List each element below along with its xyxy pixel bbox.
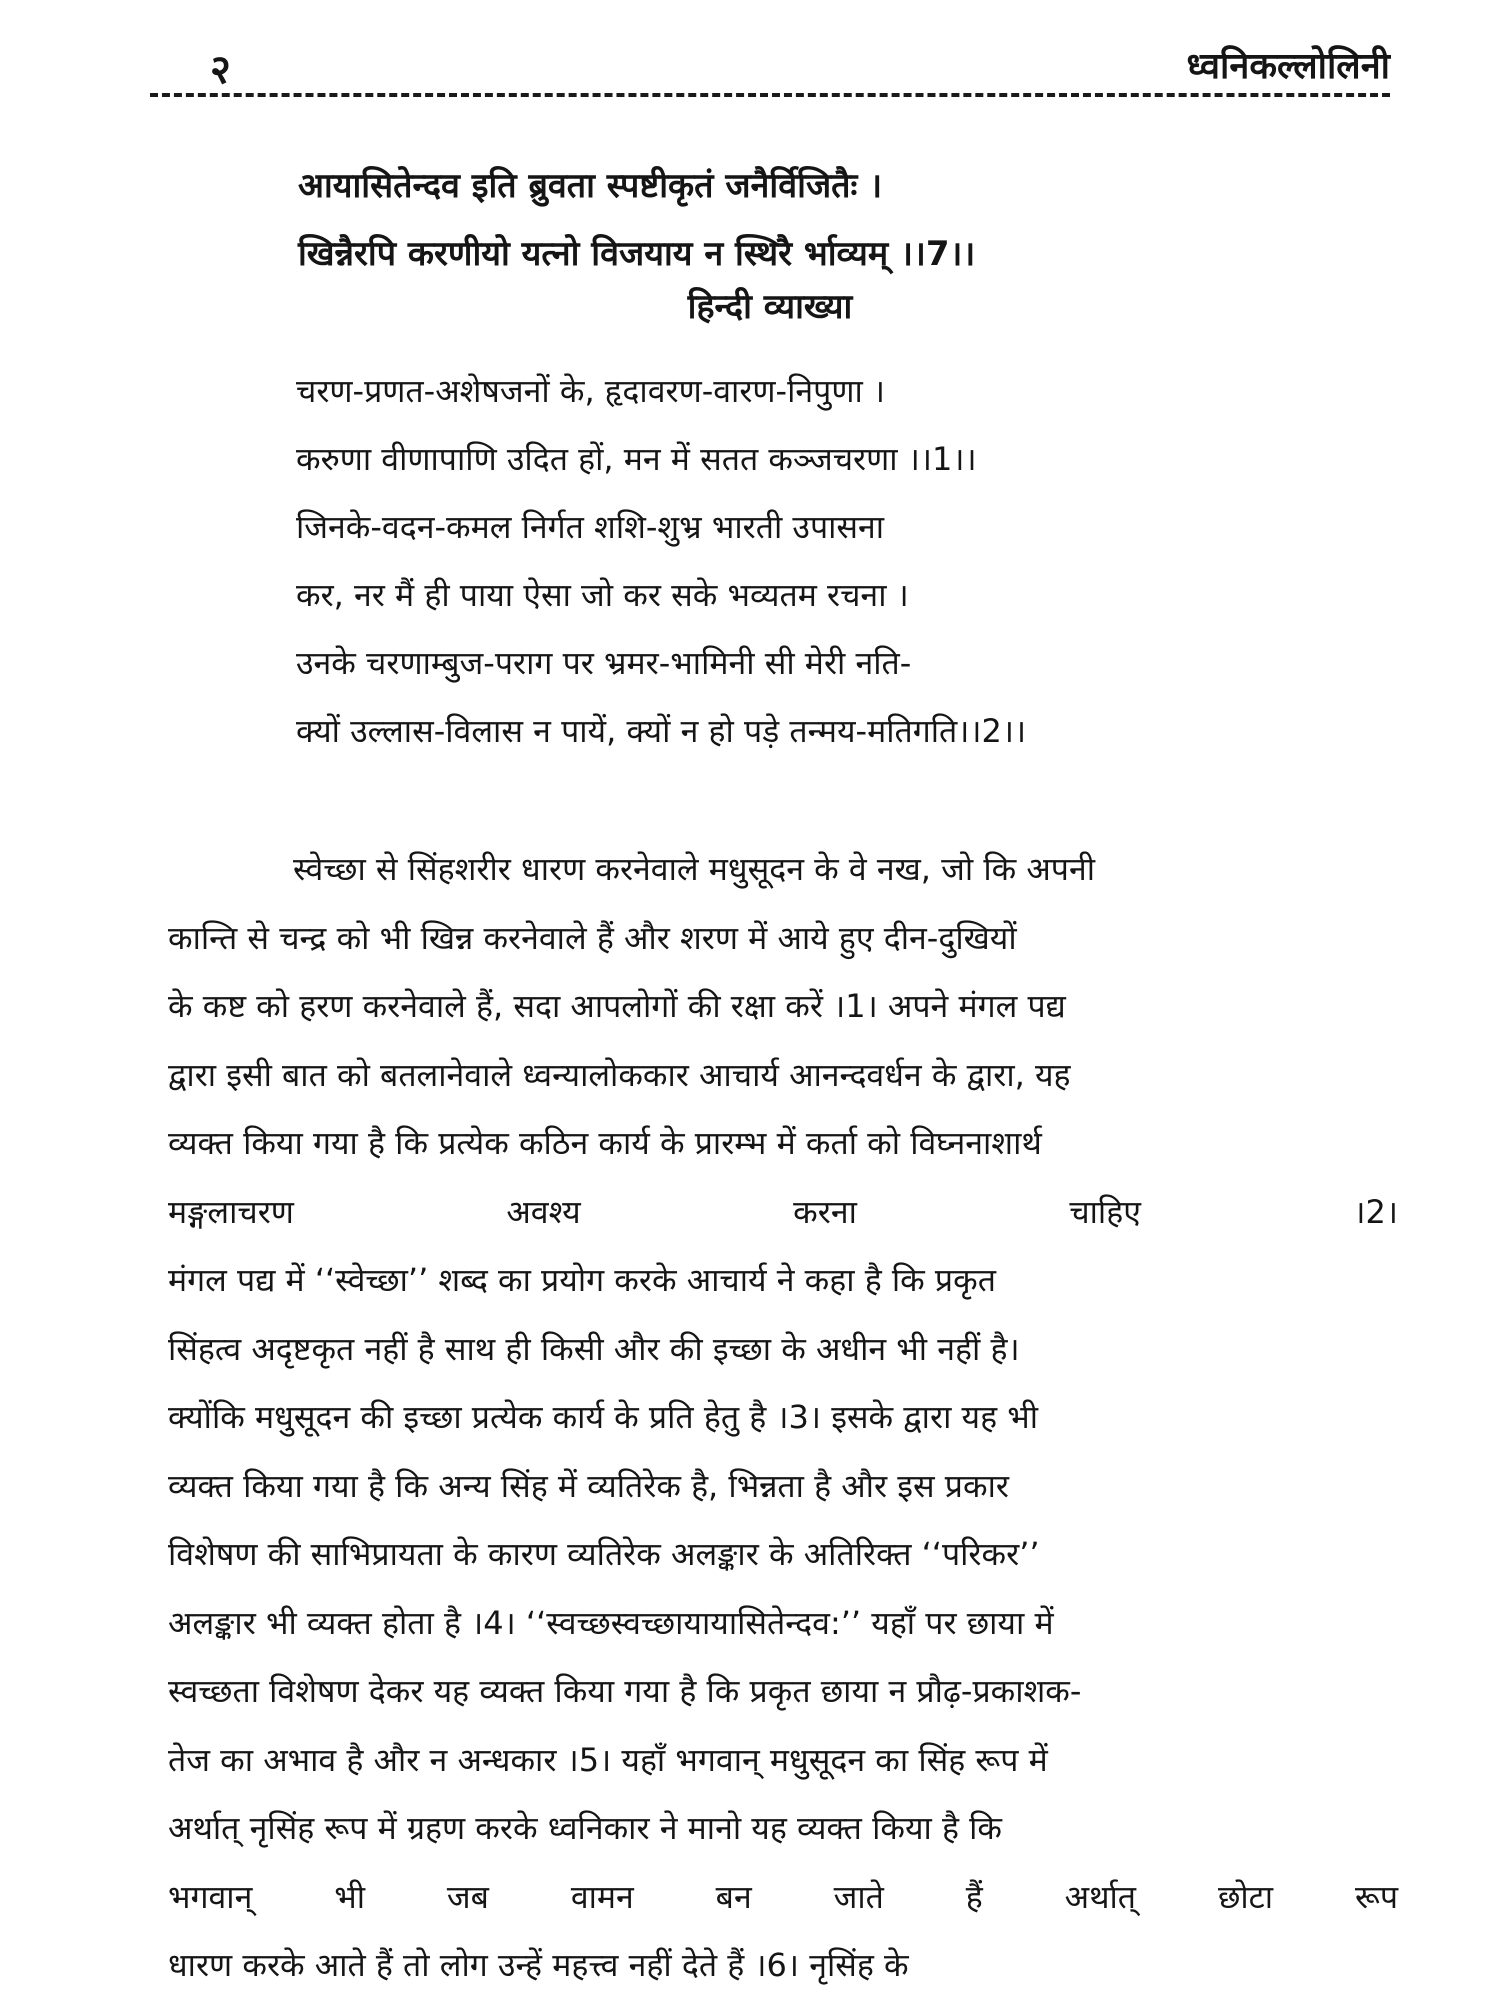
paragraph-line-spread xyxy=(168,1178,1398,1247)
word: जब xyxy=(446,1877,489,1916)
word: चाहिए xyxy=(1069,1192,1141,1231)
paragraph-line: तेज का अभाव है और न अन्धकार ।5। यहाँ भगवान् मधुसूदन का सिंह रूप में xyxy=(168,1740,1048,1779)
paragraph-line-spread xyxy=(168,1863,1398,1932)
paragraph-line: द्वारा इसी बात को बतलानेवाले ध्वन्यालोककार आचार्य आनन्दवर्धन के द्वारा, यह xyxy=(168,1055,1071,1094)
poem-line: उनके चरणाम्बुज-पराग पर भ्रमर-भामिनी सी मेरी नति- xyxy=(296,644,912,682)
paragraph-line: व्यक्त किया गया है कि प्रत्येक कठिन कार्य के प्रारम्भ में कर्ता को विघ्ननाशार्थ xyxy=(168,1124,1042,1162)
paragraph-line: धारण करके आते हैं तो लोग उन्हें महत्त्व नहीं देते हैं ।6। नृसिंह के xyxy=(168,1946,909,1984)
word: रूप xyxy=(1354,1877,1398,1916)
paragraph-line: सिंहत्व अदृष्टकृत नहीं है साथ ही किसी और की इच्छा के अधीन भी नहीं है। xyxy=(168,1329,1020,1368)
word: भगवान् xyxy=(168,1877,253,1916)
word: हैं xyxy=(965,1877,983,1916)
word: अवश्य xyxy=(506,1192,581,1231)
paragraph-line: अर्थात् नृसिंह रूप में ग्रहण करके ध्वनिकार ने मानो यह व्यक्त किया है कि xyxy=(168,1809,1002,1847)
paragraph-line: विशेषण की साभिप्रायता के कारण व्यतिरेक अलङ्कार के अतिरिक्त ‘‘परिकर’’ xyxy=(168,1535,1040,1573)
word: जाते xyxy=(833,1877,884,1916)
section-heading: हिन्दी व्याख्या xyxy=(687,287,853,327)
paragraph-line: स्वेच्छा से सिंहशरीर धारण करनेवाले मधुसूदन के वे नख, जो कि अपनी xyxy=(293,850,1096,888)
header-divider xyxy=(150,93,1390,97)
verse-line: खिन्नैरपि करणीयो यत्नो विजयाय न स्थिरै र्भाव्यम् ।।7।। xyxy=(298,234,976,274)
paragraph-line: क्योंकि मधुसूदन की इच्छा प्रत्येक कार्य के प्रति हेतु है ।3। इसके द्वारा यह भी xyxy=(168,1398,1039,1436)
sanskrit-verse xyxy=(298,152,1398,288)
word: ।2। xyxy=(1353,1192,1398,1231)
word: बन xyxy=(715,1877,752,1916)
paragraph-line: के कष्ट को हरण करनेवाले हैं, सदा आपलोगों की रक्षा करें ।1। अपने मंगल पद्य xyxy=(168,987,1066,1025)
word: भी xyxy=(334,1877,366,1916)
paragraph-line: मंगल पद्य में ‘‘स्वेच्छा’’ शब्द का प्रयोग करके आचार्य ने कहा है कि प्रकृत xyxy=(168,1261,996,1299)
paragraph-line: व्यक्त किया गया है कि अन्य सिंह में व्यतिरेक है, भिन्नता है और इस प्रकार xyxy=(168,1466,1009,1505)
paragraph-line: अलङ्कार भी व्यक्त होता है ।4। ‘‘स्वच्छस्वच्छायायासितेन्दव:’’ यहाँ पर छाया में xyxy=(168,1603,1054,1642)
word: मङ्गलाचरण xyxy=(168,1192,294,1231)
poem-line: क्यों उल्लास-विलास न पायें, क्यों न हो पड़े तन्मय-मतिगति।।2।। xyxy=(296,712,1027,750)
page-header xyxy=(150,40,1390,95)
poem-line: जिनके-वदन-कमल निर्गत शशि-शुभ्र भारती उपासना xyxy=(296,508,885,546)
commentary-paragraph xyxy=(168,835,1398,2000)
poem-line: कर, नर मैं ही पाया ऐसा जो कर सके भव्यतम रचना । xyxy=(296,576,909,614)
running-title: ध्वनिकल्लोलिनी xyxy=(1186,46,1390,87)
word: अर्थात् xyxy=(1064,1877,1137,1916)
poem-line: चरण-प्रणत-अशेषजनों के, हृदावरण-वारण-निपुणा । xyxy=(296,372,886,410)
verse-line: आयासितेन्दव इति ब्रुवता स्पष्टीकृतं जनैर्विजितैः । xyxy=(298,166,883,206)
word: वामन xyxy=(570,1877,634,1916)
word: छोटा xyxy=(1217,1877,1274,1916)
paragraph-line: कान्ति से चन्द्र को भी खिन्न करनेवाले हैं और शरण में आये हुए दीन-दुखियों xyxy=(168,918,1017,957)
poem-line: करुणा वीणापाणि उदित हों, मन में सतत कञ्जचरणा ।।1।। xyxy=(296,440,977,478)
word: करना xyxy=(793,1192,857,1231)
hindi-poem xyxy=(296,357,1396,765)
paragraph-line: स्वच्छता विशेषण देकर यह व्यक्त किया गया है कि प्रकृत छाया न प्रौढ़-प्रकाशक- xyxy=(168,1672,1082,1710)
page-number: २ xyxy=(210,47,231,93)
